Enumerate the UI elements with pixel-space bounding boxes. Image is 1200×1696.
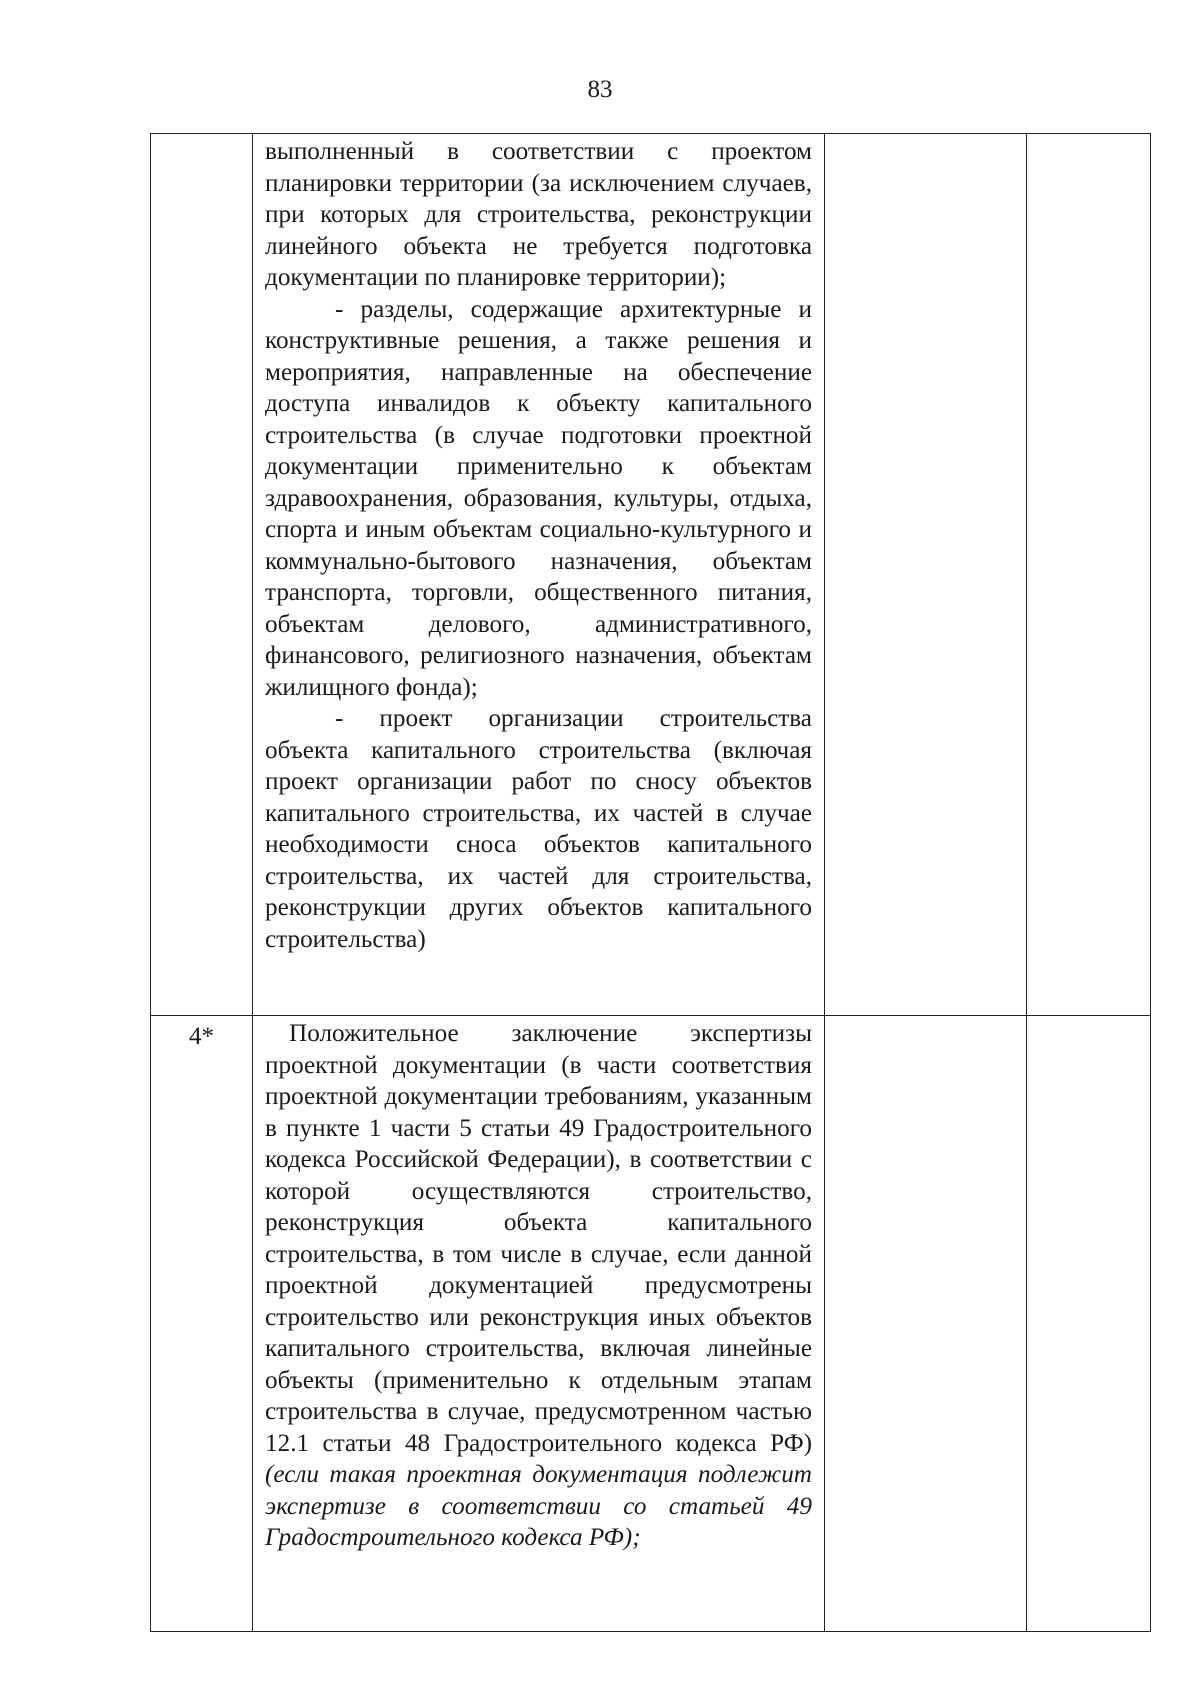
row-description-cell — [253, 1016, 825, 1632]
description-paragraph: - проект организации строительства объекта капитального строительства (включая проект организации работ по сносу объектов капитального строительства, их частей в случае необходимости сноса объектов капитального строительства, их частей для строительства, реконструкции других объектов капитального строительства) — [265, 705, 812, 953]
table-row — [151, 134, 1151, 1016]
page-number: 83 — [587, 76, 613, 103]
document-table — [150, 133, 1151, 1632]
description-paragraph: выполненный в соответствии с проектом планировки территории (за исключением случаев, при которых для строительства, реконструкции линейного объекта не требуется подготовка документации по планировке территории); — [265, 138, 812, 291]
row-number-cell — [151, 134, 253, 1016]
empty-cell — [1027, 1016, 1151, 1632]
description-paragraph: - разделы, содержащие архитектурные и конструктивные решения, а также решения и мероприятия, направленные на обеспечение доступа инвалидов к объекту капитального строительства (в случае подготовки проектной документации применительно к объектам здравоохранения, образования, культуры, отдыха, спорта и иным объектам социально-культурного и коммунально-бытового назначения, объектам транспорта, торговли, общественного питания, объектам делового, административного, финансового, религиозного назначения, объектам жилищного фонда); — [265, 295, 812, 701]
description-italic-note: (если такая проектная документация подлежит экспертизе в соответствии со статьей 49 Градостроительного кодекса РФ); — [265, 1461, 812, 1551]
row-description-cell — [253, 134, 825, 1016]
empty-cell — [825, 134, 1027, 1016]
empty-cell — [825, 1016, 1027, 1632]
table-row — [151, 1016, 1151, 1632]
description-regular-text: Положительное заключение экспертизы проектной документации (в части соответствия проектной документации требованиям, указанным в пункте 1 части 5 статьи 49 Градостроительного кодекса Российской Федерации), в соответствии с которой осуществляются строительство, реконструкция объекта капитального строительства, в том числе в случае, если данной проектной документацией предусмотрены строительство или реконструкция иных объектов капитального строительства, включая линейные объекты (применительно к отдельным этапам строительства в случае, предусмотренном частью 12.1 статьи 48 Градостроительного кодекса РФ) — [265, 1020, 812, 1457]
description-paragraph — [265, 1018, 812, 1554]
empty-cell — [1027, 134, 1151, 1016]
row-number-cell: 4* — [151, 1016, 253, 1632]
